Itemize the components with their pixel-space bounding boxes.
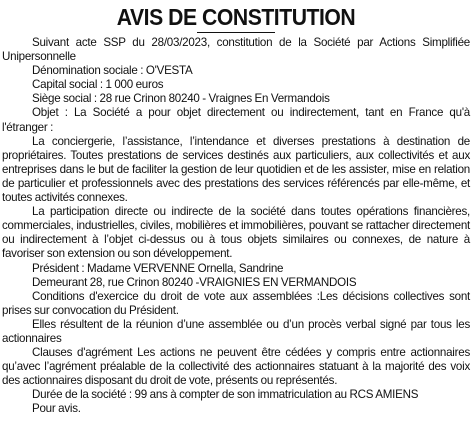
- paragraph-decisions: Elles résultent de la réunion d’une assemblée ou d’un procès verbal signé par tous les actionnaires: [2, 317, 470, 345]
- paragraph-company-name: Dénomination sociale : O'VESTA: [32, 64, 193, 78]
- paragraph-head-office: Siège social : 28 rue Crinon 80240 - Vraignes En Vermandois: [32, 92, 330, 106]
- paragraph-address: Demeurant 28, rue Crinon 80240 -VRAIGNIES EN VERMANDOIS: [32, 275, 357, 289]
- paragraph-voting-conditions: Conditions d'exercice du droit de vote aux assemblées :Les décisions collectives sont prises sur convocation du Président.: [2, 289, 470, 317]
- paragraph-president: Président : Madame VERVENNE Ornella, Sandrine: [32, 261, 284, 275]
- paragraph-approval-clauses: Clauses d'agrément Les actions ne peuvent être cédées y compris entre actionnaires qu’avec l’agrément préalable de la collectivité des actionnaires statuant à la majorité des voix des actionnaires disposant du droit de vote, présents ou représentés.: [2, 346, 470, 388]
- paragraph-closing: Pour avis.: [32, 402, 81, 416]
- paragraph-duration: Durée de la société : 99 ans à compter de son immatriculation au RCS AMIENS: [32, 388, 419, 402]
- notice-title: AVIS DE CONSTITUTION: [116, 4, 356, 30]
- paragraph-purpose: Objet : La Société a pour objet directement ou indirectement, tant en France qu'à l'étranger :: [2, 106, 470, 134]
- notice-body: [2, 36, 470, 417]
- title-underline: [197, 32, 275, 33]
- paragraph-act: Suivant acte SSP du 28/03/2023, constitution de la Société par Actions Simplifiée Unipersonnelle: [2, 36, 470, 64]
- paragraph-purpose-services: La conciergerie, l’assistance, l’intendance et diverses prestations à destination de propriétaires. Toutes prestations de services destinés aux particuliers, aux collectivités et aux entreprises dans le but de faciliter la gestion de leur quotidien et de les assister, mise en relation de particulier et professionnels avec des prestations des services référencés par elle-même, et toutes activités connexes.: [2, 134, 470, 205]
- paragraph-capital: Capital social : 1 000 euros: [32, 78, 164, 92]
- paragraph-purpose-participation: La participation directe ou indirecte de la société dans toutes opérations financières, commerciales, industrielles, civiles, mobilières et immobilières, pouvant se rattacher directement ou indirectement à l’objet ci-dessus ou à tous objets similaires ou connexes, de nature à favoriser son extension ou son développement.: [2, 205, 470, 261]
- legal-notice: [2, 4, 470, 417]
